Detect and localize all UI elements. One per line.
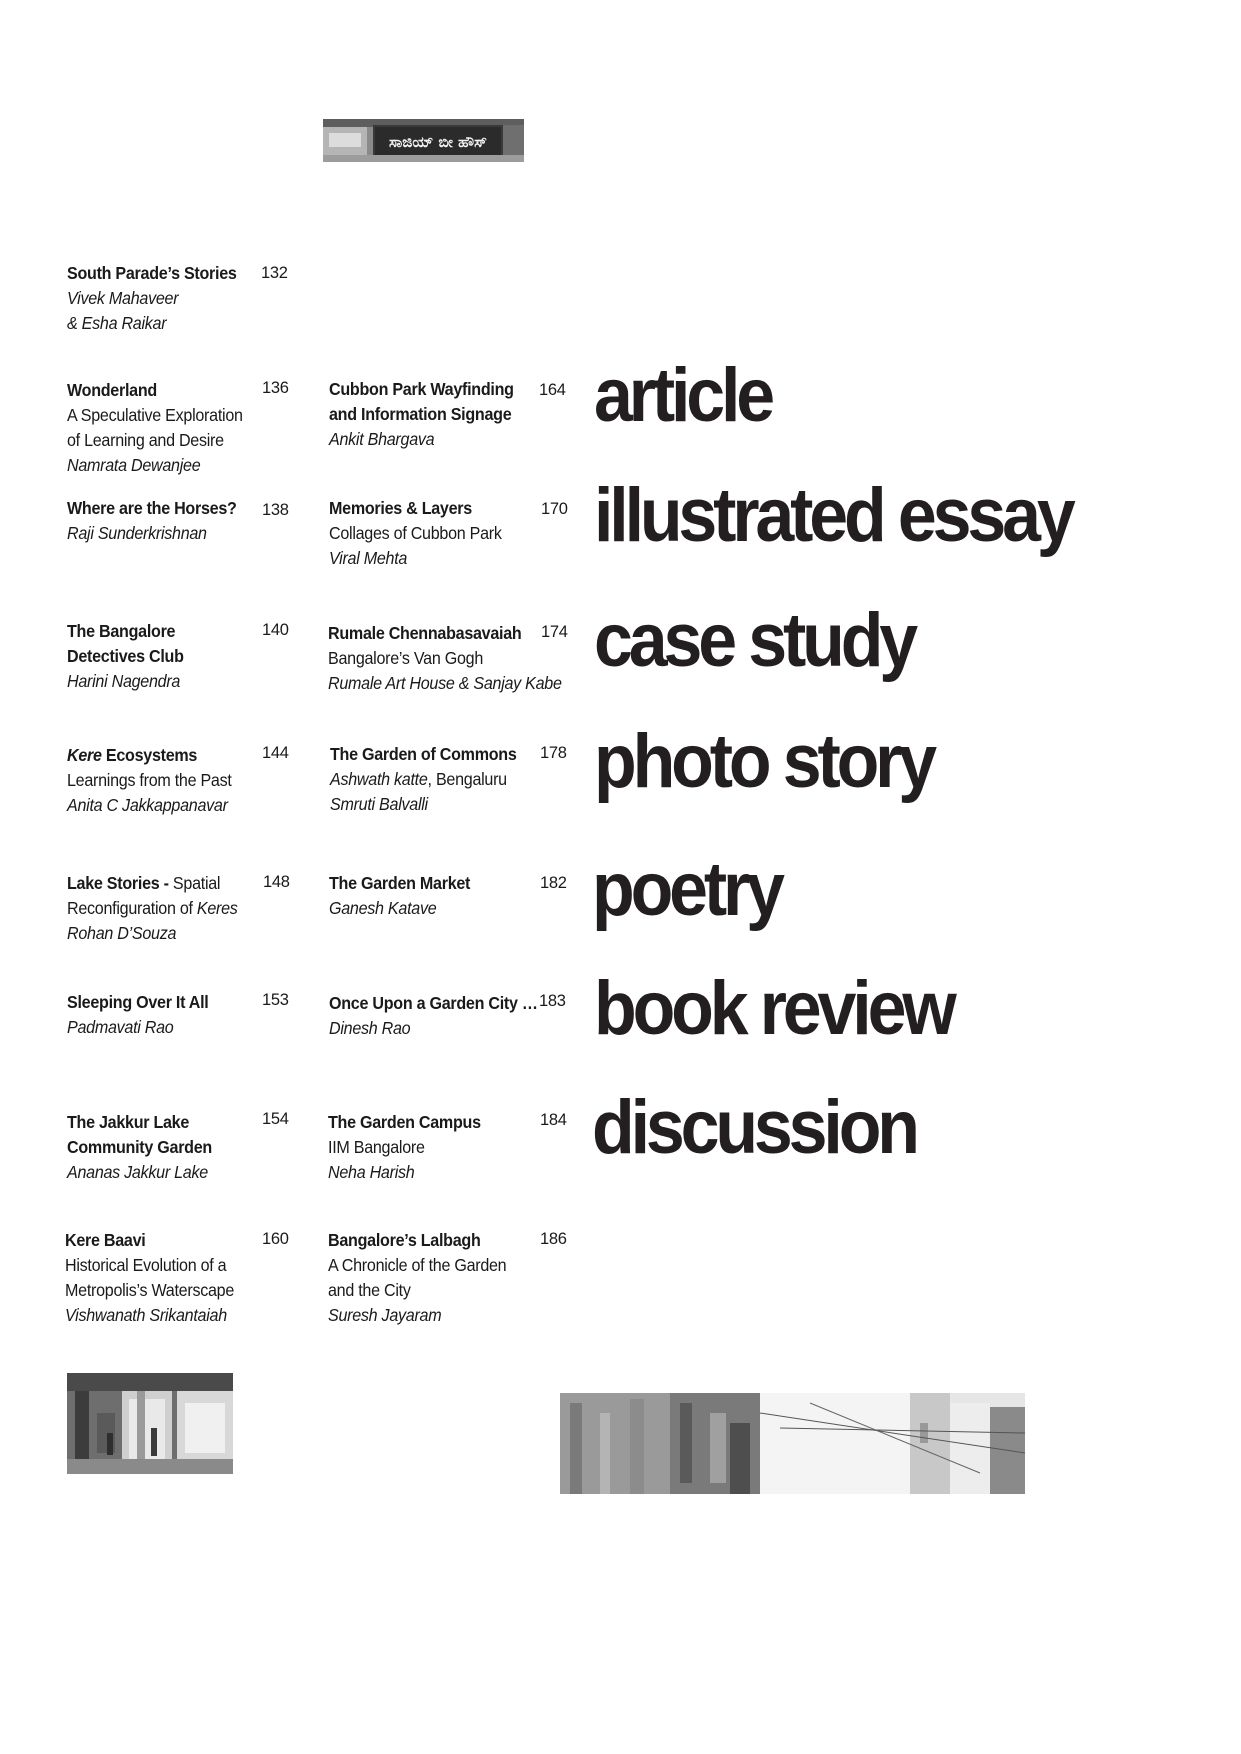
- entry-author: Neha Harish: [328, 1162, 415, 1182]
- page-number: 132: [261, 264, 288, 282]
- toc-entry-detectives-club[interactable]: [67, 619, 184, 694]
- entry-subtitle: Learnings from the Past: [67, 770, 232, 790]
- toc-entry-garden-market[interactable]: [329, 871, 470, 921]
- entry-subtitle: A Chronicle of the Garden: [328, 1255, 507, 1275]
- entry-title: [67, 743, 232, 768]
- entry-author: Harini Nagendra: [67, 671, 181, 691]
- toc-entry-cubbon-wayfinding[interactable]: [329, 377, 514, 452]
- entry-title: Sleeping Over It All: [67, 992, 209, 1012]
- toc-entry-garden-campus[interactable]: [328, 1110, 481, 1185]
- toc-entry-garden-commons[interactable]: [330, 742, 517, 817]
- entry-subtitle: and the City: [328, 1280, 411, 1300]
- entry-title: Once Upon a Garden City …: [329, 993, 538, 1013]
- entry-author: Ananas Jakkur Lake: [67, 1162, 208, 1182]
- entry-subtitle-text: Reconfiguration of: [67, 898, 197, 918]
- toc-entry-sleeping-over[interactable]: [67, 990, 209, 1040]
- toc-entry-kere-ecosystems[interactable]: [67, 743, 232, 818]
- entry-author: Namrata Dewanjee: [67, 455, 201, 475]
- entry-title: The Jakkur Lake: [67, 1112, 190, 1132]
- category-book-review: book review: [594, 966, 953, 1051]
- page-number: 182: [540, 874, 567, 892]
- entry-title-italic: Kere: [67, 745, 102, 765]
- entry-subtitle: A Speculative Exploration: [67, 405, 243, 425]
- entry-subtitle: IIM Bangalore: [328, 1137, 425, 1157]
- entry-title: South Parade’s Stories: [67, 263, 237, 283]
- entry-title: Community Garden: [67, 1137, 212, 1157]
- entry-title: Wonderland: [67, 380, 157, 400]
- page-number: 164: [539, 381, 566, 399]
- category-article: article: [594, 353, 772, 438]
- category-poetry: poetry: [592, 847, 781, 932]
- entry-author: Anita C Jakkappanavar: [67, 795, 228, 815]
- page-number: 174: [541, 623, 568, 641]
- category-illustrated-essay: illustrated essay: [594, 473, 1072, 558]
- entry-author: Padmavati Rao: [67, 1017, 174, 1037]
- page-number: 154: [262, 1110, 289, 1128]
- entry-author: Ankit Bhargava: [329, 429, 435, 449]
- entry-title: [67, 871, 238, 896]
- entry-title: Kere Baavi: [65, 1230, 146, 1250]
- entry-title: Detectives Club: [67, 646, 184, 666]
- entry-title: and Information Signage: [329, 404, 512, 424]
- entry-title: The Garden of Commons: [330, 744, 517, 764]
- page-number: 136: [262, 379, 289, 397]
- entry-author: Vishwanath Srikantaiah: [65, 1305, 227, 1325]
- toc-entry-lake-stories[interactable]: [67, 871, 238, 946]
- page-number: 148: [263, 873, 290, 891]
- entry-title: Where are the Horses?: [67, 498, 237, 518]
- entry-author: & Esha Raikar: [67, 313, 167, 333]
- photo-street: [560, 1393, 1025, 1494]
- page-number: 140: [262, 621, 289, 639]
- entry-subtitle-italic: Ashwath katte: [330, 769, 428, 789]
- shop-sign-text: ಸಾಜಿಯ್ ಬೀ ಹೌಸ್: [389, 133, 487, 151]
- entry-title: The Garden Market: [329, 873, 471, 893]
- entry-title: Bangalore’s Lalbagh: [328, 1230, 481, 1250]
- entry-title: Rumale Chennabasavaiah: [328, 623, 522, 643]
- toc-entry-south-parade[interactable]: [67, 261, 237, 336]
- page-number: 170: [541, 500, 568, 518]
- toc-entry-jakkur-lake[interactable]: [67, 1110, 212, 1185]
- page-number: 153: [262, 991, 289, 1009]
- entry-author: Rohan D’Souza: [67, 923, 177, 943]
- photo-courtyard: [67, 1373, 233, 1474]
- entry-author: Smruti Balvalli: [330, 794, 428, 814]
- entry-subtitle: [330, 767, 517, 792]
- entry-author: Raji Sunderkrishnan: [67, 523, 207, 543]
- entry-author: Dinesh Rao: [329, 1018, 411, 1038]
- entry-author: Suresh Jayaram: [328, 1305, 442, 1325]
- entry-subtitle-italic: Keres: [196, 898, 238, 918]
- toc-entry-kere-baavi[interactable]: [65, 1228, 234, 1328]
- entry-title: The Garden Campus: [328, 1112, 481, 1132]
- entry-subtitle: of Learning and Desire: [67, 430, 224, 450]
- entry-title: The Bangalore: [67, 621, 176, 641]
- entry-subtitle: Metropolis’s Waterscape: [65, 1280, 235, 1300]
- toc-entry-wonderland[interactable]: [67, 378, 243, 478]
- entry-author: Viral Mehta: [329, 548, 408, 568]
- entry-title: Memories & Layers: [329, 498, 472, 518]
- category-discussion: discussion: [592, 1085, 916, 1170]
- photo-shop-sign: [323, 119, 524, 162]
- page-number: 144: [262, 744, 289, 762]
- toc-entry-memories-layers[interactable]: [329, 496, 502, 571]
- page-number: 160: [262, 1230, 289, 1248]
- entry-title: Cubbon Park Wayfinding: [329, 379, 514, 399]
- page-number: 184: [540, 1111, 567, 1129]
- page-number: 183: [539, 992, 566, 1010]
- entry-title-sub: Spatial: [168, 873, 221, 893]
- page-number: 186: [540, 1230, 567, 1248]
- entry-subtitle: [67, 896, 238, 921]
- entry-subtitle-text: , Bengaluru: [427, 769, 507, 789]
- entry-subtitle: Collages of Cubbon Park: [329, 523, 502, 543]
- toc-entry-once-upon[interactable]: [329, 991, 538, 1041]
- page-number: 178: [540, 744, 567, 762]
- entry-title-rest: Ecosystems: [101, 745, 198, 765]
- entry-subtitle: Historical Evolution of a: [65, 1255, 227, 1275]
- entry-subtitle: Bangalore’s Van Gogh: [328, 648, 484, 668]
- toc-entry-horses[interactable]: [67, 496, 237, 546]
- page-number: 138: [262, 501, 289, 519]
- entry-author: Vivek Mahaveer: [67, 288, 179, 308]
- entry-author: Rumale Art House & Sanjay Kabe: [328, 673, 562, 693]
- category-photo-story: photo story: [594, 719, 933, 804]
- entry-title-bold: Lake Stories -: [67, 873, 169, 893]
- toc-entry-rumale[interactable]: [328, 621, 562, 696]
- entry-author: Ganesh Katave: [329, 898, 437, 918]
- toc-entry-lalbagh[interactable]: [328, 1228, 506, 1328]
- category-case-study: case study: [594, 598, 915, 683]
